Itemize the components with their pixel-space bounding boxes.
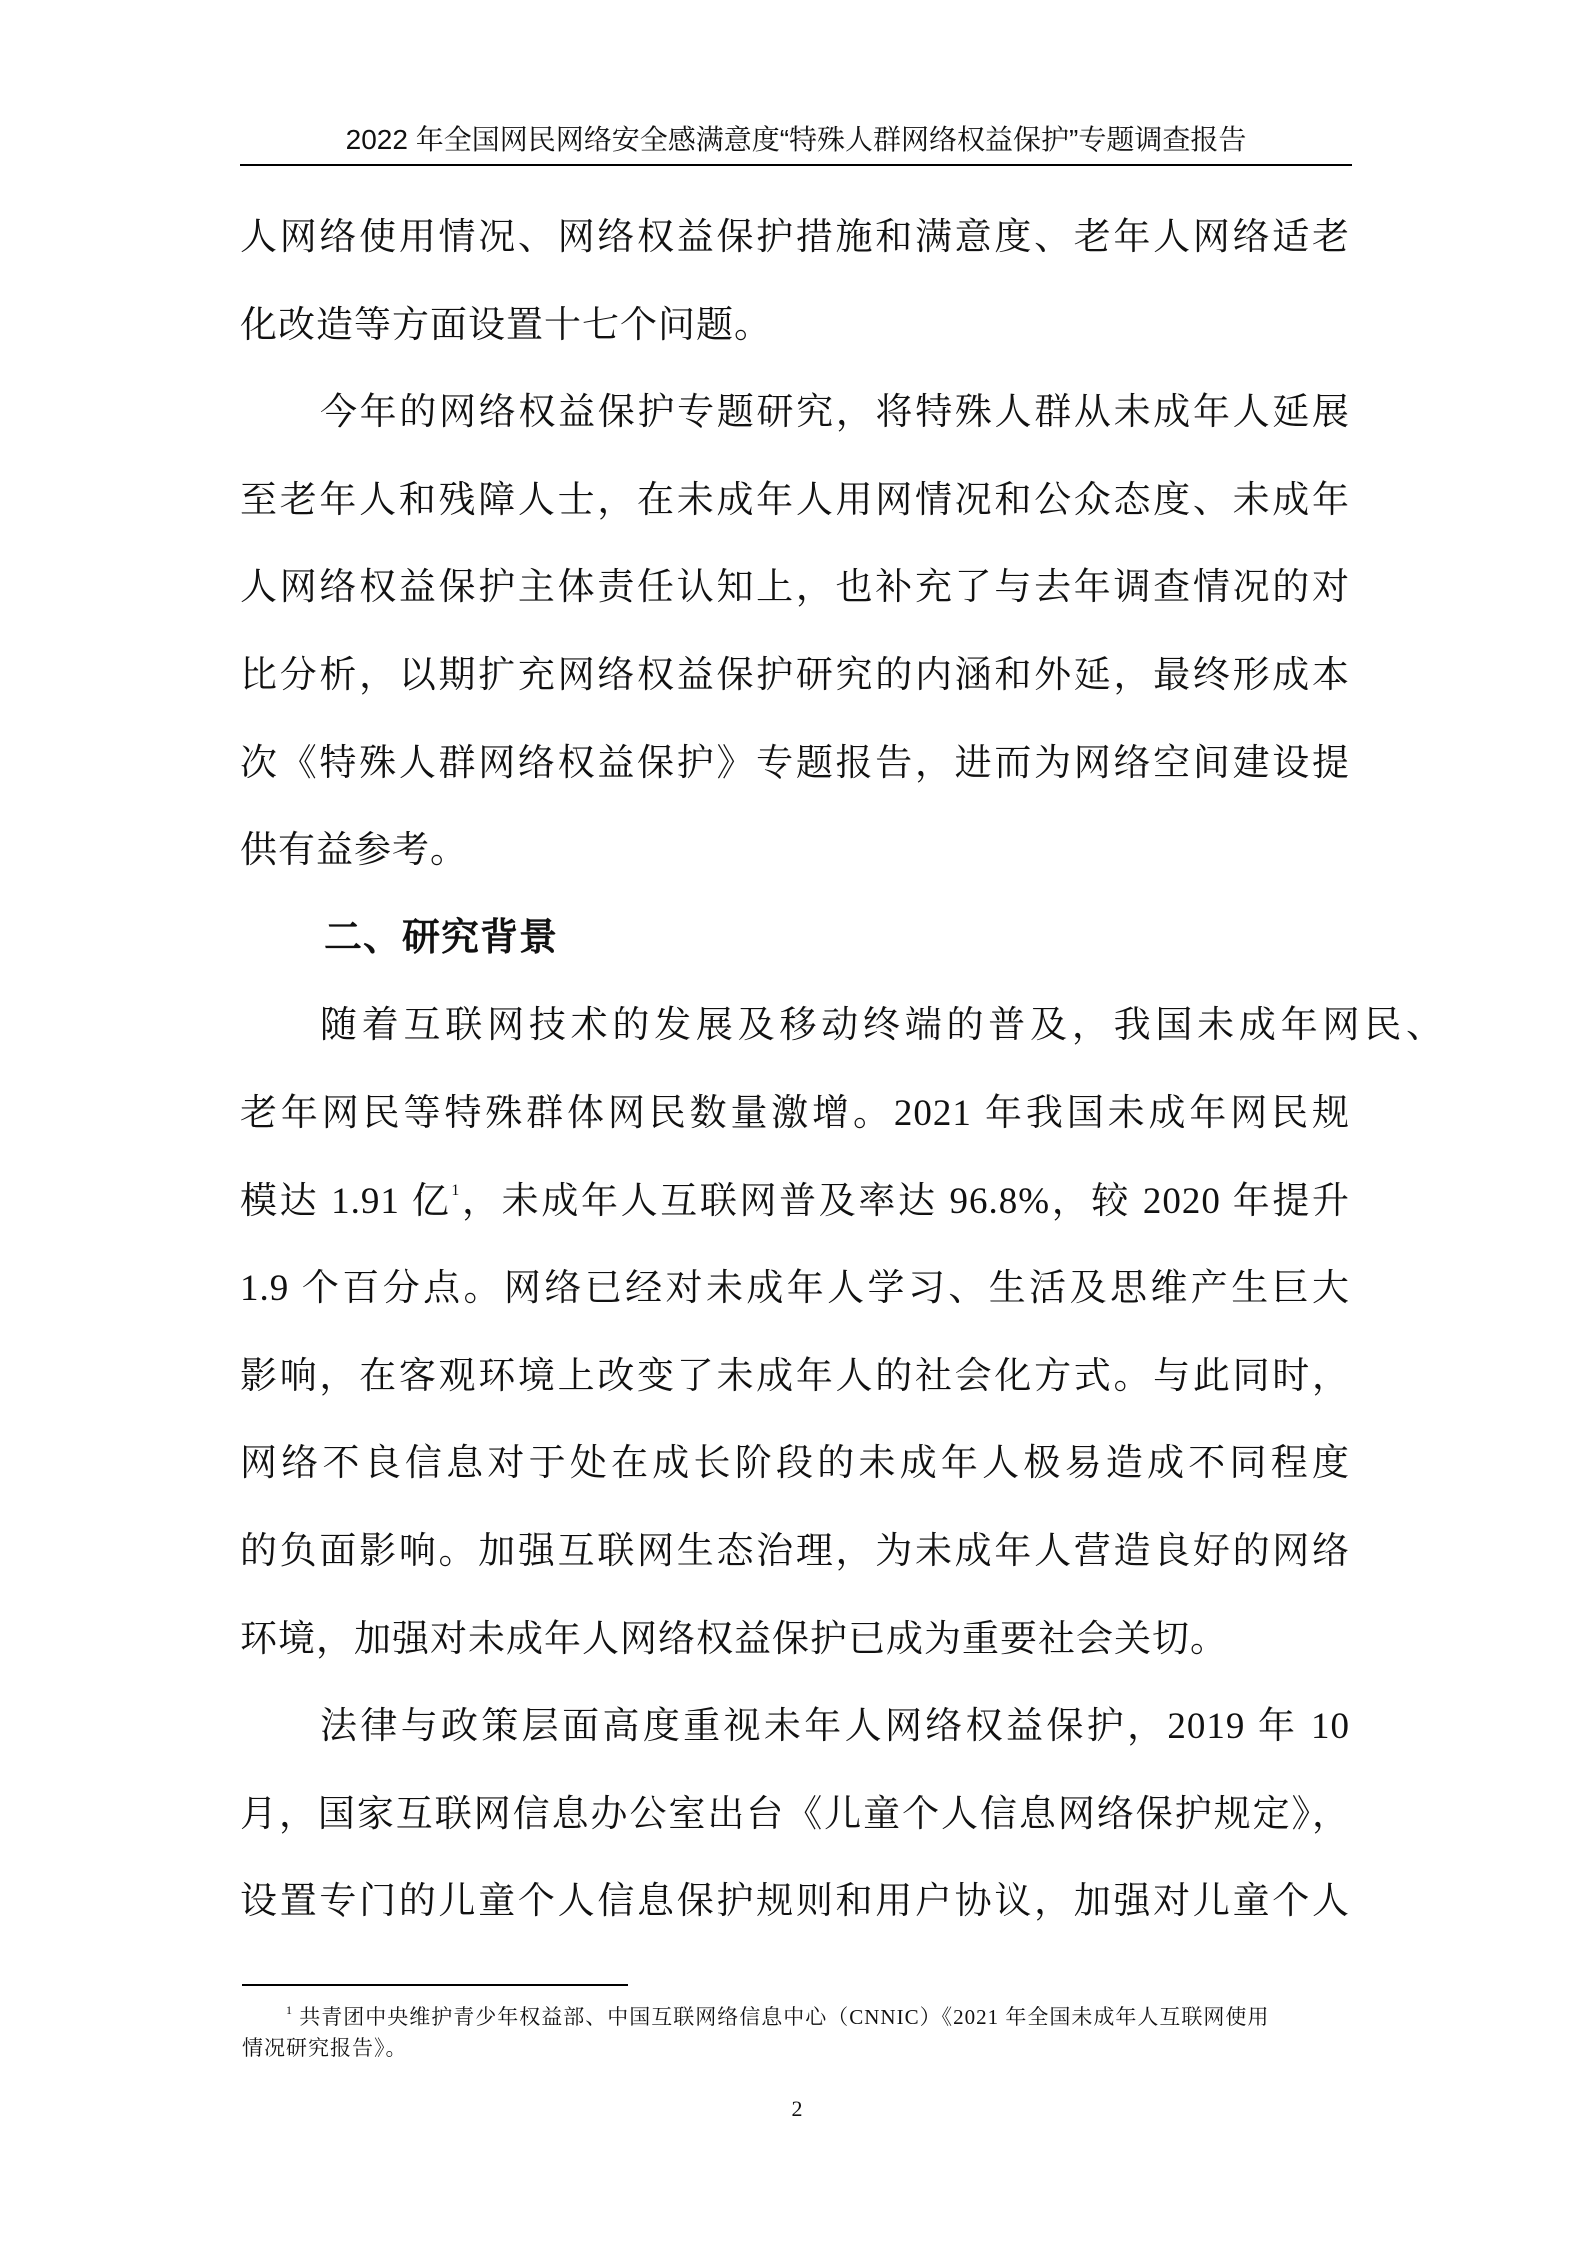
text-line: 化改造等方面设置十七个问题。 [240,304,772,346]
text-line: 设置专门的儿童个人信息保护规则和用户协议，加强对儿童个人 [240,1881,1350,1923]
footnote-mark: 1 [286,2003,293,2017]
header-divider [240,164,1352,166]
text-line: 月，国家互联网信息办公室出台《儿童个人信息网络保护规定》， [240,1793,1350,1835]
text-line: 老年网民等特殊群体网民数量激增。2021 年我国未成年网民规 [240,1092,1350,1134]
text-line: 环境，加强对未成年人网络权益保护已成为重要社会关切。 [240,1618,1228,1660]
text-line: 影响，在客观环境上改变了未成年人的社会化方式。与此同时， [240,1355,1350,1397]
text-line: 次《特殊人群网络权益保护》专题报告，进而为网络空间建设提 [240,742,1350,784]
page-number: 2 [791,2096,803,2121]
text-line: 至老年人和残障人士，在未成年人用网情况和公众态度、未成年 [240,479,1350,521]
running-header: 2022 年全国网民网络安全感满意度“特殊人群网络权益保护”专题调查报告 [345,124,1247,155]
text-line: 随着互联网技术的发展及移动终端的普及，我国未成年网民、 [320,1005,1444,1047]
footnote [242,2002,1352,2064]
text-line: 网络不良信息对于处在成长阶段的未成年人极易造成不同程度 [240,1443,1350,1485]
footnote-divider [242,1984,628,1986]
text-line: 今年的网络权益保护专题研究，将特殊人群从未成年人延展 [320,392,1350,434]
footnote-text: 共青团中央维护青少年权益部、中国互联网络信息中心（CNNIC）《2021 年全国未成年人互联网使用 [299,2005,1270,2029]
footnote-reference[interactable]: 1 [451,1181,461,1199]
text-line: 人网络使用情况、网络权益保护措施和满意度、老年人网络适老 [240,217,1350,258]
body-text [240,194,1444,1946]
text-line-with-footnote [240,1158,1350,1246]
text-line: 比分析，以期扩充网络权益保护研究的内涵和外延，最终形成本 [240,654,1350,696]
text-line: 供有益参考。 [240,830,468,872]
text-line: 的负面影响。加强互联网生态治理，为未成年人营造良好的网络 [240,1530,1350,1572]
footnote-text: 情况研究报告》。 [242,2036,408,2060]
text-segment: ，未成年人互联网普及率达 96.8%，较 2020 年提升 [460,1180,1351,1222]
text-line: 1.9 个百分点。网络已经对未成年人学习、生活及思维产生巨大 [240,1268,1350,1310]
text-segment: 模达 1.91 亿 [240,1180,452,1222]
section-heading: 二、研究背景 [324,916,559,959]
text-line: 人网络权益保护主体责任认知上，也补充了与去年调查情况的对 [240,567,1350,609]
text-line: 法律与政策层面高度重视未年人网络权益保护，2019 年 10 [320,1706,1350,1748]
